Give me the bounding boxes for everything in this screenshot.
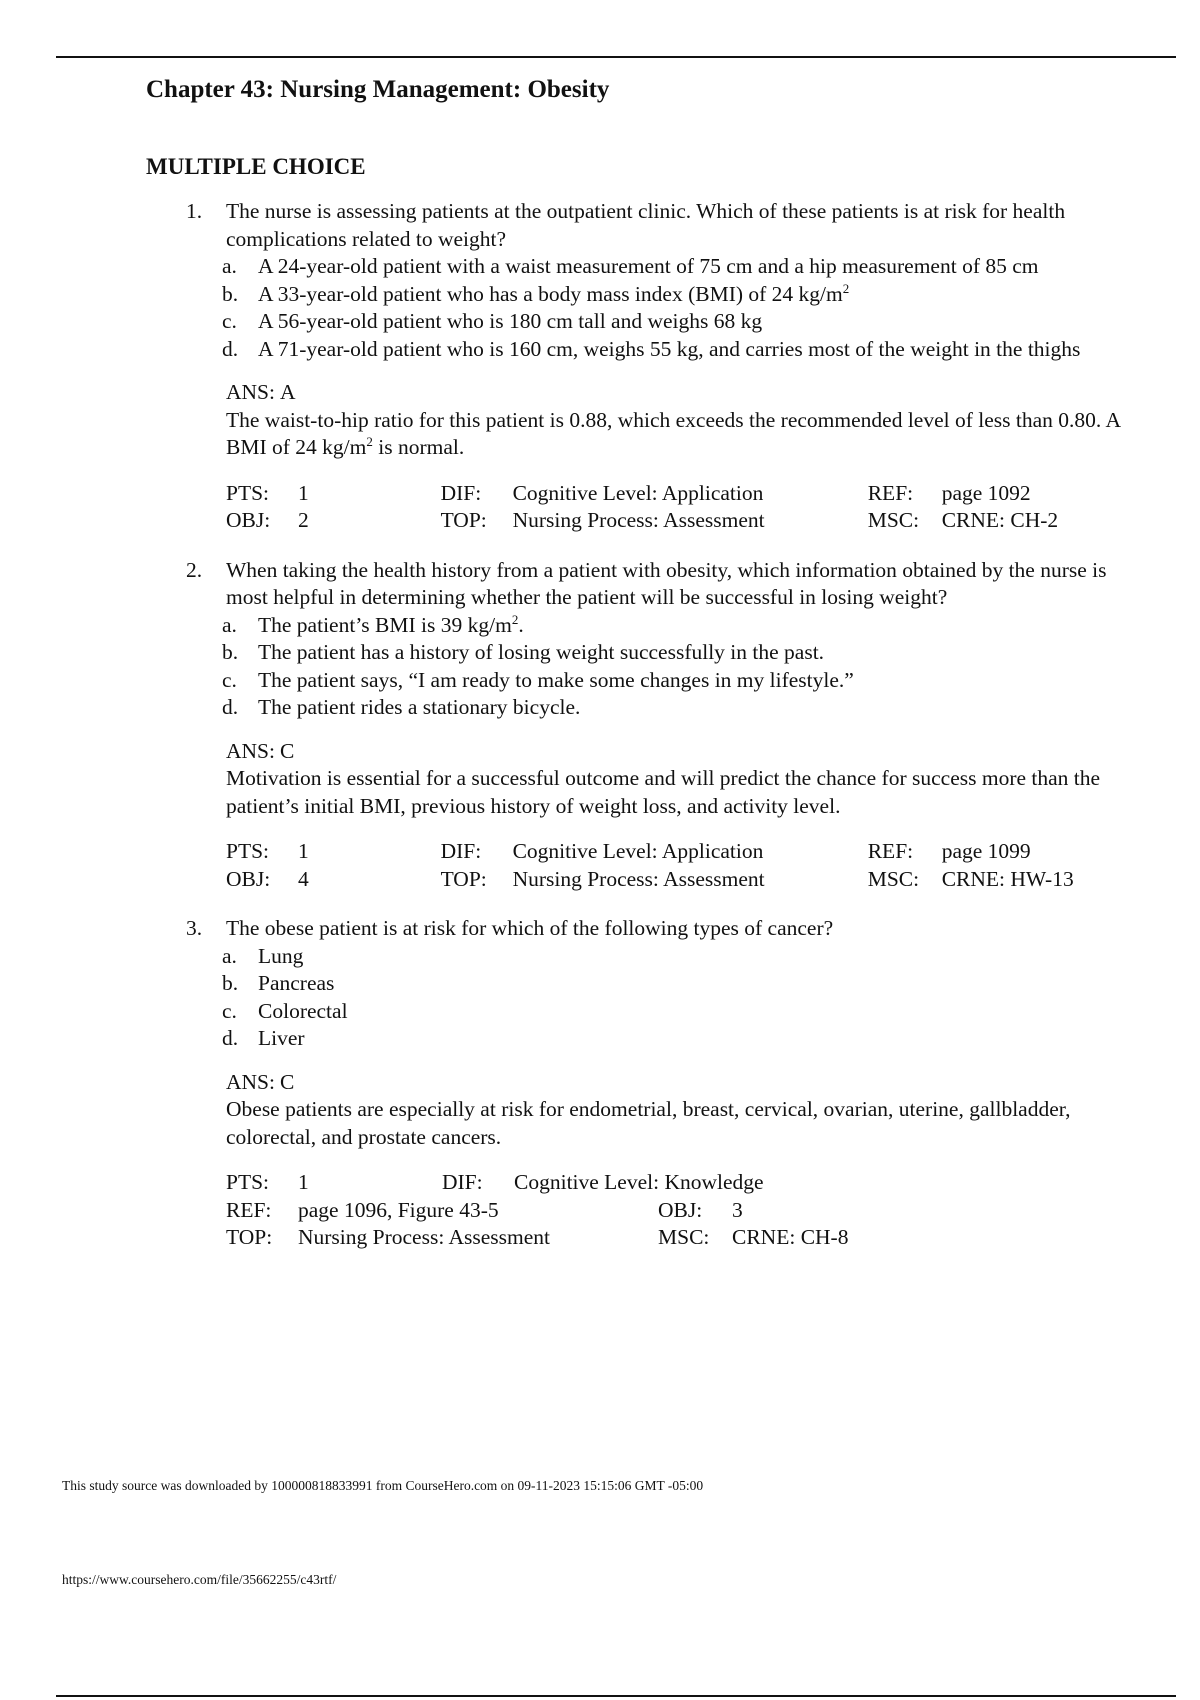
option-letter: a.: [222, 943, 237, 968]
option-text: The patient has a history of losing weight successfully in the past.: [258, 640, 825, 664]
answer-label: ANS:: [226, 1069, 275, 1094]
obj-label: OBJ:: [226, 508, 271, 532]
pts-value: 1: [298, 480, 309, 505]
option-b: [222, 970, 1126, 998]
chapter-title: Chapter 43: Nursing Management: Obesity: [146, 76, 610, 103]
top-field: [226, 1224, 658, 1252]
question-stem: The obese patient is at risk for which of the following types of cancer?: [226, 916, 834, 940]
option-text: The patient’s BMI is 39 kg/m: [258, 612, 512, 637]
metadata-row: [226, 507, 1126, 535]
obj-label: OBJ:: [226, 866, 271, 891]
answer-value: A: [280, 380, 296, 404]
question-metadata: [226, 1169, 1126, 1252]
ref-value: page 1092: [941, 480, 1031, 505]
metadata-row: [226, 1224, 1126, 1252]
option-letter: d.: [222, 1026, 239, 1050]
option-letter: b.: [222, 640, 239, 664]
msc-label: MSC:: [867, 508, 920, 532]
option-text: The patient rides a stationary bicycle.: [258, 695, 581, 719]
msc-label: MSC:: [867, 866, 920, 891]
answer-line: [226, 379, 1126, 407]
superscript: 2: [511, 611, 519, 627]
top-label: TOP:: [440, 866, 487, 891]
option-a: [222, 612, 1126, 640]
option-letter: a.: [222, 612, 237, 637]
answer-block: [226, 379, 1126, 462]
dif-label: DIF:: [440, 839, 482, 863]
pts-field: [226, 1169, 442, 1197]
msc-value: CRNE: CH-8: [732, 1225, 849, 1249]
dif-value: Cognitive Level: Application: [512, 480, 764, 505]
option-letter: d.: [222, 695, 239, 719]
top-value: Nursing Process: Assessment: [298, 1225, 551, 1249]
answer-line: [226, 1069, 1126, 1097]
ref-value: page 1099: [941, 839, 1031, 863]
obj-field: [658, 1197, 743, 1225]
rationale-text: The waist-to-hip ratio for this patient is 0.88, which exceeds the recommended level of less than 0.80. A BMI of 24 kg/m: [226, 407, 1120, 459]
rationale: Motivation is essential for a successful outcome and will predict the chance for success more than the patient’s initial BMI, previous history of weight loss, and activity level.: [226, 766, 1101, 818]
option-b: [222, 639, 1126, 667]
ref-field: [868, 480, 1126, 508]
top-label: TOP:: [226, 1225, 273, 1249]
option-text-after: .: [518, 612, 524, 637]
metadata-row: [226, 480, 1126, 508]
rationale-text-after: is normal.: [372, 435, 465, 459]
msc-field: [868, 866, 1126, 894]
option-text: Lung: [258, 943, 304, 968]
answer-block: [226, 738, 1126, 821]
msc-field: [868, 507, 1126, 535]
option-c: [222, 667, 1126, 695]
question-metadata: [226, 480, 1126, 535]
rationale: Obese patients are especially at risk for endometrial, breast, cervical, ovarian, uterine, gallbladder, colorectal, and prostate cancers.: [226, 1097, 1071, 1149]
top-value: Nursing Process: Assessment: [512, 866, 765, 891]
option-letter: c.: [222, 309, 237, 333]
superscript: 2: [842, 280, 850, 296]
option-text: A 71-year-old patient who is 160 cm, weighs 55 kg, and carries most of the weight in the thighs: [258, 336, 1081, 361]
answer-options: [222, 253, 1126, 363]
obj-value: 3: [732, 1197, 743, 1222]
top-field: [441, 507, 868, 535]
option-letter: d.: [222, 336, 239, 361]
option-letter: b.: [222, 971, 239, 995]
dif-label: DIF:: [442, 1170, 483, 1194]
option-letter: b.: [222, 281, 239, 306]
pts-field: [226, 838, 441, 866]
dif-field: [441, 838, 868, 866]
metadata-row: [226, 1169, 1126, 1197]
option-text: Pancreas: [258, 971, 335, 995]
option-text: A 33-year-old patient who has a body mass index (BMI) of 24 kg/m: [258, 281, 843, 306]
ref-label: REF:: [867, 839, 914, 863]
ref-field: [868, 838, 1126, 866]
top-label: TOP:: [440, 508, 487, 532]
superscript: 2: [366, 433, 373, 449]
question-1: [186, 198, 1126, 535]
pts-label: PTS:: [226, 1170, 270, 1194]
ref-label: REF:: [226, 1197, 272, 1222]
option-a: [222, 253, 1126, 281]
question-3: [186, 915, 1126, 1252]
pts-label: PTS:: [226, 839, 270, 863]
msc-value: CRNE: HW-13: [941, 866, 1074, 891]
option-a: [222, 943, 1126, 971]
option-d: [222, 694, 1126, 722]
answer-line: [226, 738, 1126, 766]
dif-label: DIF:: [440, 480, 482, 505]
ref-label: REF:: [867, 480, 914, 505]
msc-field: [658, 1224, 848, 1252]
answer-block: [226, 1069, 1126, 1152]
pts-label: PTS:: [226, 480, 270, 505]
option-c: [222, 308, 1126, 336]
option-d: [222, 1025, 1126, 1053]
dif-value: Cognitive Level: Application: [512, 839, 764, 863]
answer-options: [222, 612, 1126, 722]
bottom-rule: [56, 1695, 1176, 1697]
metadata-row: [226, 1197, 1126, 1225]
dif-field: [442, 1169, 872, 1197]
obj-field: [226, 507, 441, 535]
option-text: A 56-year-old patient who is 180 cm tall and weighs 68 kg: [258, 309, 763, 333]
document-page: [146, 72, 1136, 1274]
top-rule: [56, 56, 1176, 58]
question-stem: The nurse is assessing patients at the outpatient clinic. Which of these patients is at risk for health complications related to weight?: [226, 199, 1066, 251]
obj-field: [226, 866, 441, 894]
option-text: Colorectal: [258, 998, 348, 1023]
top-field: [441, 866, 868, 894]
option-text: The patient says, “I am ready to make some changes in my lifestyle.”: [258, 667, 854, 692]
msc-value: CRNE: CH-2: [941, 508, 1059, 532]
pts-field: [226, 480, 441, 508]
ref-value: page 1096, Figure 43-5: [298, 1197, 499, 1222]
source-url: https://www.coursehero.com/file/35662255/c43rtf/: [62, 1572, 337, 1587]
obj-value: 4: [298, 866, 309, 891]
option-text: Liver: [258, 1026, 305, 1050]
answer-value: C: [280, 738, 295, 763]
option-text: A 24-year-old patient with a waist measurement of 75 cm and a hip measurement of 85 cm: [258, 254, 1039, 278]
obj-label: OBJ:: [658, 1197, 703, 1222]
answer-value: C: [280, 1069, 295, 1094]
option-c: [222, 998, 1126, 1026]
download-notice: This study source was downloaded by 100000818833991 from CourseHero.com on 09-11-2023 15:15:06 GMT -05:00: [62, 1478, 704, 1493]
option-d: [222, 336, 1126, 364]
section-heading: MULTIPLE CHOICE: [146, 154, 366, 179]
dif-value: Cognitive Level: Knowledge: [514, 1170, 764, 1194]
question-number: 2.: [186, 557, 203, 582]
option-letter: c.: [222, 667, 237, 692]
answer-label: ANS:: [226, 380, 275, 404]
dif-field: [441, 480, 868, 508]
metadata-row: [226, 838, 1126, 866]
option-letter: c.: [222, 998, 237, 1023]
answer-options: [222, 943, 1126, 1053]
question-number: 3.: [186, 916, 203, 940]
top-value: Nursing Process: Assessment: [512, 508, 765, 532]
pts-value: 1: [298, 1170, 309, 1194]
question-2: [186, 557, 1126, 894]
question-stem: When taking the health history from a patient with obesity, which information obtained by the nurse is most helpful in determining whether the patient will be successful in losing weight?: [226, 557, 1107, 609]
question-metadata: [226, 838, 1126, 893]
obj-value: 2: [298, 508, 309, 532]
option-letter: a.: [222, 254, 237, 278]
metadata-row: [226, 866, 1126, 894]
ref-field: [226, 1197, 658, 1225]
question-list: [146, 198, 1136, 1252]
rationale: [226, 407, 1126, 462]
option-b: [222, 281, 1126, 309]
msc-label: MSC:: [658, 1225, 710, 1249]
question-number: 1.: [186, 199, 203, 223]
answer-label: ANS:: [226, 738, 275, 763]
pts-value: 1: [298, 839, 309, 863]
